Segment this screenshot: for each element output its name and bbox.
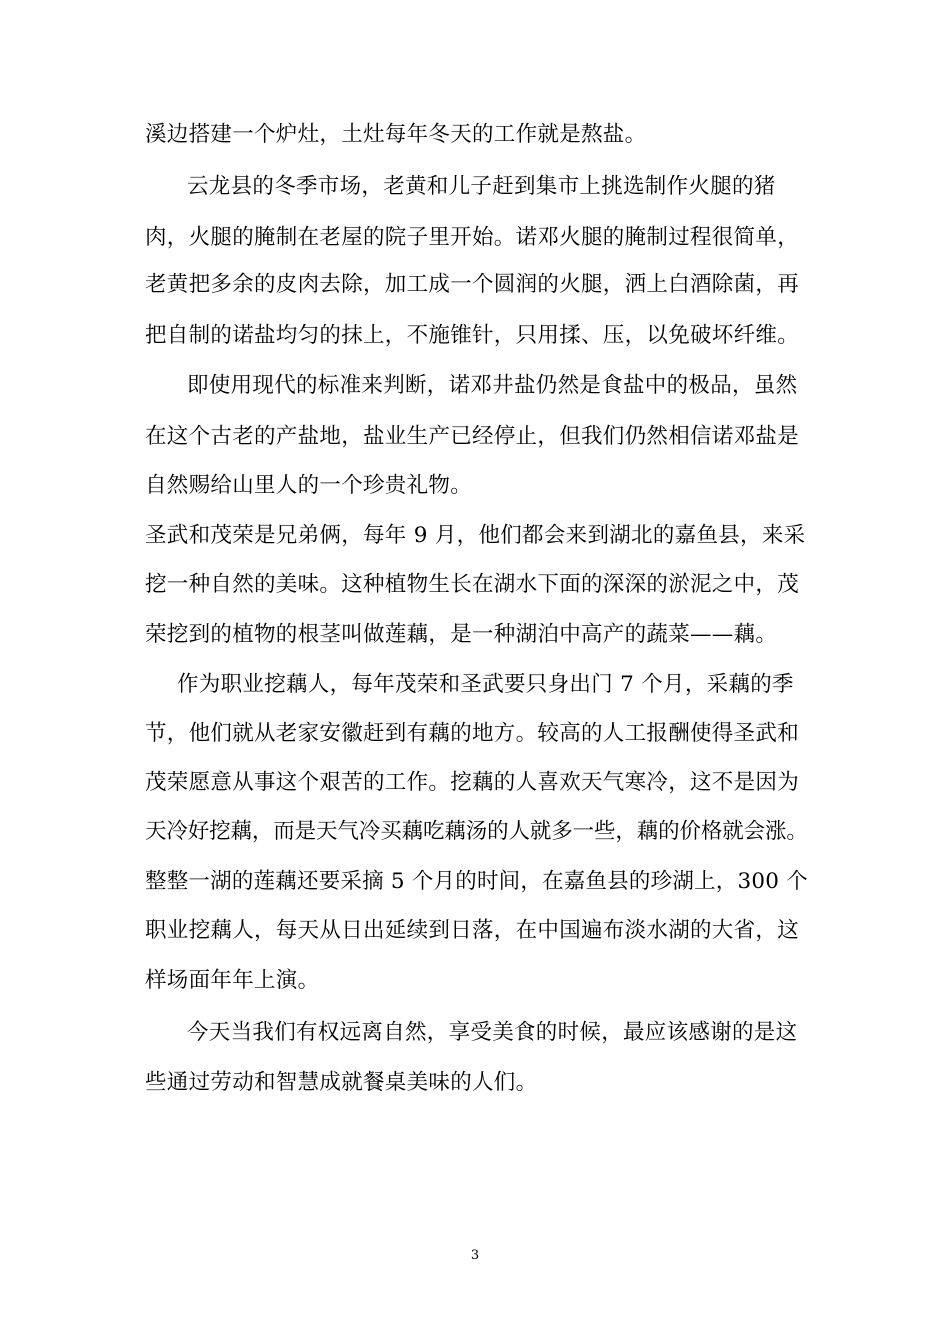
text-line: 挖一种自然的美味。这种植物生长在湖水下面的深深的淤泥之中，茂 — [145, 572, 800, 597]
text-line: 整整一湖的莲藕还要采摘 5 个月的时间，在嘉鱼县的珍湖上，300 个 — [145, 869, 808, 894]
page-number: 3 — [470, 1248, 480, 1263]
text-line: 自然赐给山里人的一个珍贵礼物。 — [145, 473, 473, 498]
text-line: 溪边搭建一个炉灶，土灶每年冬天的工作就是熬盐。 — [145, 122, 647, 147]
text-line: 样场面年年上演。 — [145, 968, 320, 993]
text-line: 云龙县的冬季市场，老黄和儿子赶到集市上挑选制作火腿的猪 — [187, 174, 776, 199]
text-line: 作为职业挖藕人，每年茂荣和圣武要只身出门 7 个月，采藕的季 — [177, 672, 794, 697]
text-line: 老黄把多余的皮肉去除，加工成一个圆润的火腿，洒上白酒除菌，再 — [145, 272, 800, 297]
text-line: 节，他们就从老家安徽赶到有藕的地方。较高的人工报酬使得圣武和 — [145, 721, 800, 746]
text-line: 把自制的诺盐均匀的抹上，不施锥针，只用揉、压，以免破坏纤维。 — [145, 323, 800, 348]
text-line: 天冷好挖藕，而是天气冷买藕吃藕汤的人就多一些，藕的价格就会涨。 — [145, 819, 808, 844]
text-line: 肉，火腿的腌制在老屋的院子里开始。诺邓火腿的腌制过程很简单， — [145, 225, 800, 250]
text-line: 圣武和茂荣是兄弟俩，每年 9 月，他们都会来到湖北的嘉鱼县，来采 — [145, 523, 806, 548]
text-line: 荣挖到的植物的根茎叫做莲藕，是一种湖泊中高产的蔬菜——藕。 — [145, 622, 778, 647]
text-line: 今天当我们有权远离自然，享受美食的时候，最应该感谢的是这 — [187, 1020, 798, 1045]
text-line: 即使用现代的标准来判断，诺邓井盐仍然是食盐中的极品，虽然 — [187, 373, 798, 398]
text-line: 职业挖藕人，每天从日出延续到日落，在中国遍布淡水湖的大省，这 — [145, 918, 800, 943]
text-line: 些通过劳动和智慧成就餐桌美味的人们。 — [145, 1070, 538, 1095]
text-line: 在这个古老的产盐地，盐业生产已经停止，但我们仍然相信诺邓盐是 — [145, 424, 800, 449]
text-line: 茂荣愿意从事这个艰苦的工作。挖藕的人喜欢天气寒冷，这不是因为 — [145, 770, 800, 795]
